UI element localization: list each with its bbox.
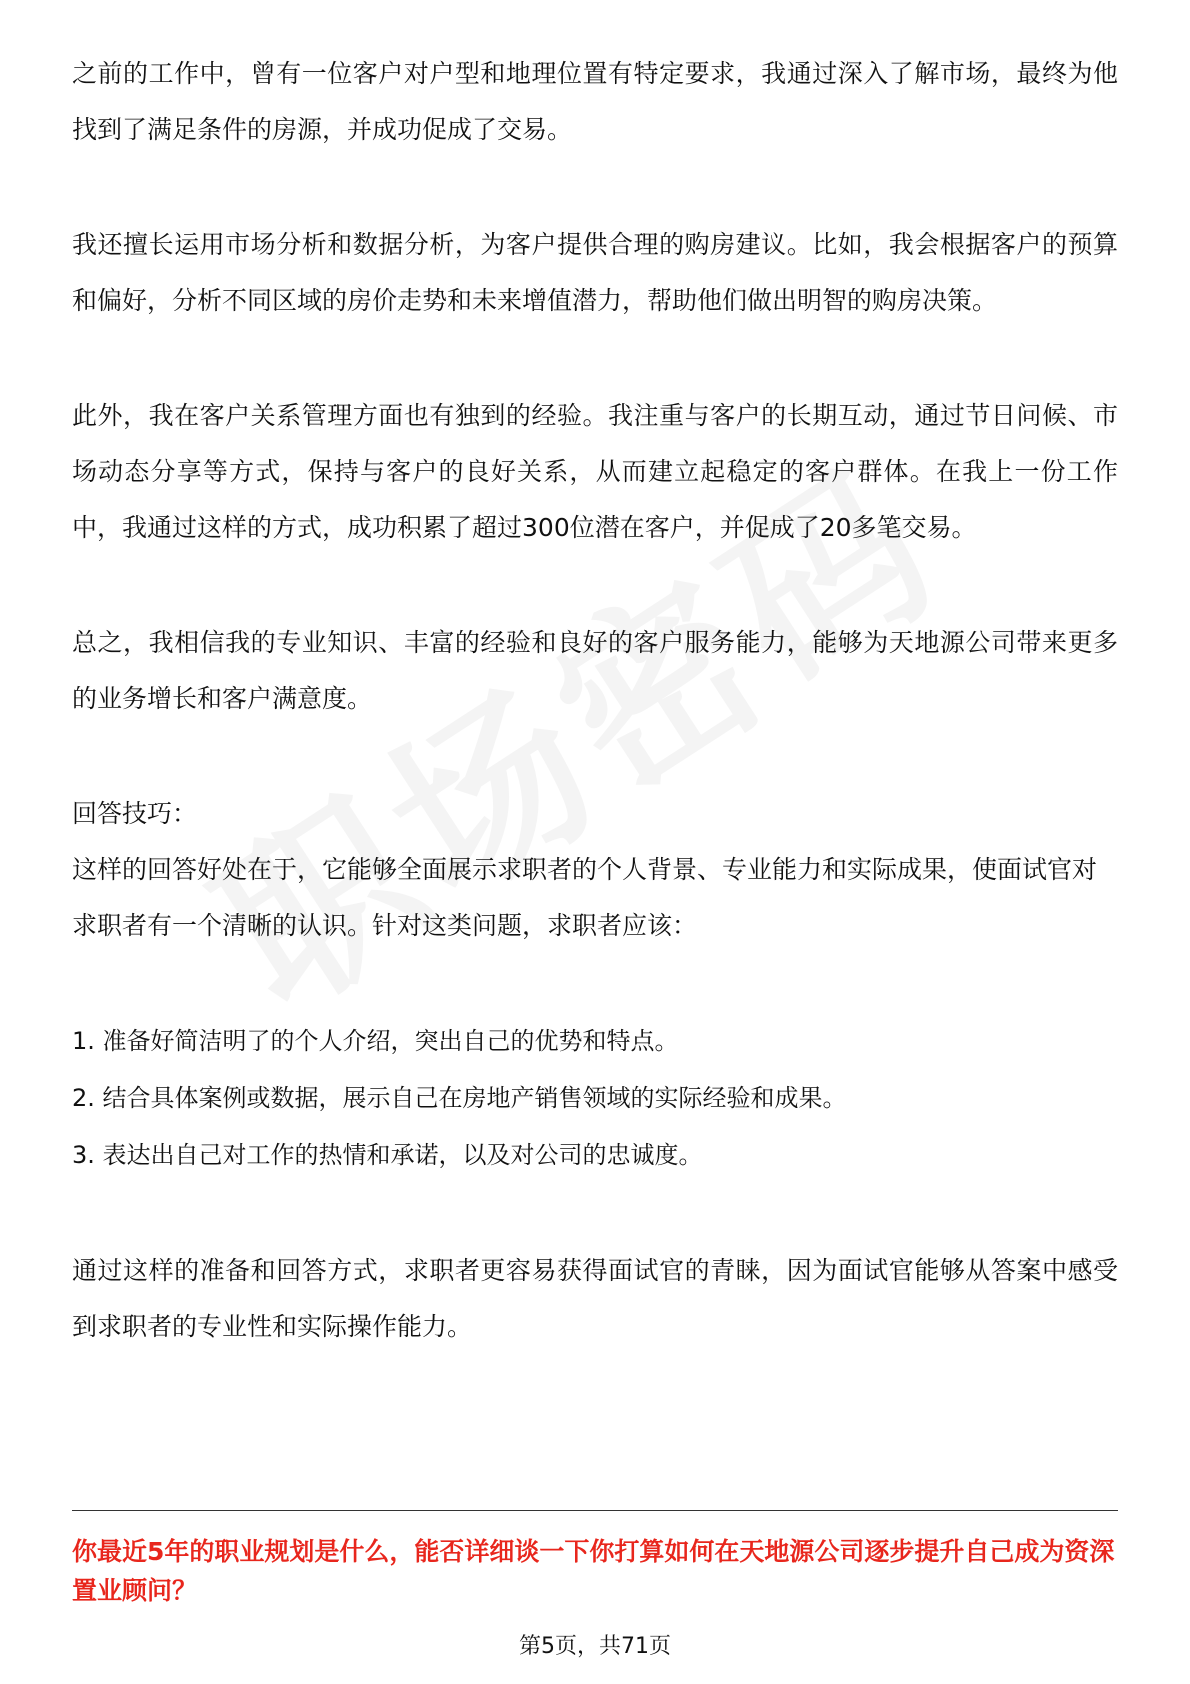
document-body — [72, 46, 1118, 1414]
tips-list-item: 1. 准备好简洁明了的个人介绍，突出自己的优势和特点。 — [72, 1027, 679, 1055]
tips-list-item: 2. 结合具体案例或数据，展示自己在房地产销售领域的实际经验和成果。 — [72, 1084, 847, 1112]
tips-body: 这样的回答好处在于，它能够全面展示求职者的个人背景、专业能力和实际成果，使面试官对求职者有一个清晰的认识。针对这类问题，求职者应该： — [72, 855, 1098, 940]
tips-list — [72, 1013, 1118, 1184]
paragraph-4: 总之，我相信我的专业知识、丰富的经验和良好的客户服务能力，能够为天地源公司带来更多的业务增长和客户满意度。 — [72, 628, 1118, 713]
paragraph-2: 我还擅长运用市场分析和数据分析，为客户提供合理的购房建议。比如，我会根据客户的预算和偏好，分析不同区域的房价走势和未来增值潜力，帮助他们做出明智的购房决策。 — [72, 230, 1118, 315]
tips-conclusion: 通过这样的准备和回答方式，求职者更容易获得面试官的青睐，因为面试官能够从答案中感受到求职者的专业性和实际操作能力。 — [72, 1256, 1118, 1341]
next-question-heading: 你最近5年的职业规划是什么，能否详细谈一下你打算如何在天地源公司逐步提升自己成为资深置业顾问？ — [72, 1537, 1115, 1605]
answer-tips-section — [72, 786, 1118, 1355]
paragraph-1: 之前的工作中，曾有一位客户对户型和地理位置有特定要求，我通过深入了解市场，最终为他找到了满足条件的房源，并成功促成了交易。 — [72, 59, 1118, 144]
section-divider — [72, 1510, 1118, 1511]
page-number: 第5页，共71页 — [519, 1634, 671, 1659]
tips-list-item: 3. 表达出自己对工作的热情和承诺，以及对公司的忠诚度。 — [72, 1141, 703, 1169]
tips-heading: 回答技巧： — [72, 799, 198, 828]
paragraph-3: 此外，我在客户关系管理方面也有独到的经验。我注重与客户的长期互动，通过节日问候、市场动态分享等方式，保持与客户的良好关系，从而建立起稳定的客户群体。在我上一份工作中，我通过这样的方式，成功积累了超过300位潜在客户，并促成了20多笔交易。 — [72, 401, 1118, 542]
